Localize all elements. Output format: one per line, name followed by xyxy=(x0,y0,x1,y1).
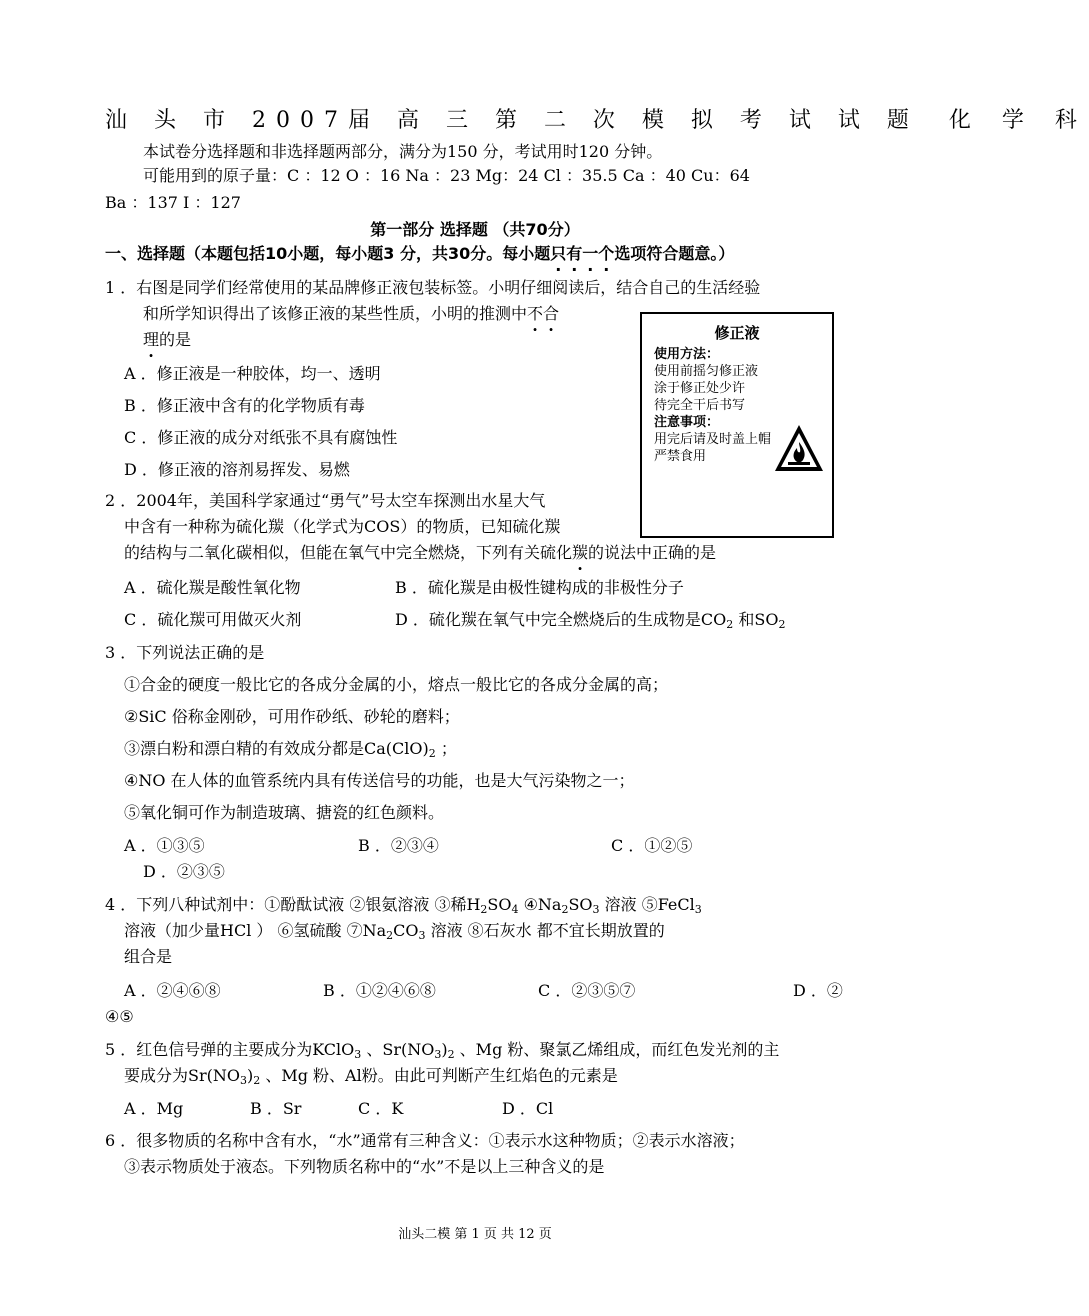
q1-option-c: C ．修正液的成分对纸张不具有腐蚀性 xyxy=(124,428,398,447)
q5-text: 、Mg 粉、聚氯乙烯组成，而红色发光剂的主 xyxy=(454,1040,780,1059)
q1-line-3-text: 的是 xyxy=(159,330,192,349)
part-one-heading: 第一部分 选择题 （共70分） xyxy=(370,220,580,239)
q3-stem: 3 ．下列说法正确的是 xyxy=(105,643,265,662)
section-text-a: 一、选择题（本题包括10小题，每小题3 分，共30分。每小题 xyxy=(105,244,551,263)
label-usage-1: 使用前摇匀修正液 xyxy=(654,364,759,379)
q6-line-2: ③表示物质处于液态。下列物质名称中的“水”不是以上三种含义的是 xyxy=(124,1157,605,1176)
q3-statement-1: ①合金的硬度一般比它的各成分金属的小，熔点一般比它的各成分金属的高； xyxy=(124,675,669,694)
q2-line-3-text: 的结构与二氧化碳相似，但能在氧气中完全燃烧，下列有关硫化 xyxy=(124,543,573,562)
subscript: 4 xyxy=(511,903,519,916)
q2-line-3 xyxy=(124,542,716,564)
label-notes-heading: 注意事项： xyxy=(654,415,720,430)
q1-line-1: 1 ．右图是同学们经常使用的某品牌修正液包装标签。小明仔细阅读后，结合自己的生活经验 xyxy=(105,278,761,297)
q5-line-2 xyxy=(124,1065,618,1087)
q2-line-2: 中含有一种称为硫化羰（化学式为COS）的物质，已知硫化羰 xyxy=(124,517,561,536)
q4-option-c: C ．②③⑤⑦ xyxy=(538,981,636,1000)
label-notes-1: 用完后请及时盖上帽 xyxy=(654,432,772,447)
q3-statement-3-text: ③漂白粉和漂白精的有效成分都是Ca(ClO) xyxy=(124,739,429,758)
q3-option-a: A ．①③⑤ xyxy=(124,836,205,855)
q4-option-d-continued: ④⑤ xyxy=(105,1007,134,1026)
subscript: 3 xyxy=(418,929,426,942)
q5-text: 、Sr(NO xyxy=(361,1040,435,1059)
q3-option-d: D ．②③⑤ xyxy=(143,862,225,881)
q4-text: 溶液 ⑧石灰水 都不宜长期放置的 xyxy=(425,921,665,940)
label-usage-2: 涂于修正处少许 xyxy=(654,381,746,396)
q5-option-d: D ．Cl xyxy=(502,1099,554,1118)
emphasis-char: 一 xyxy=(582,244,599,263)
subscript: 2 xyxy=(253,1074,261,1087)
q4-text: SO xyxy=(568,895,593,914)
q4-line-3: 组合是 xyxy=(124,947,173,966)
q5-option-a: A ．Mg xyxy=(124,1099,184,1118)
q4-line-1-text: 4 ．下列八种试剂中：①酚酞试液 ②银氨溶液 ③稀H xyxy=(105,895,481,914)
section-text-b: 选项符合题意。） xyxy=(614,244,735,263)
subscript: 2 xyxy=(726,618,734,631)
q4-option-a: A ．②④⑥⑧ xyxy=(124,981,221,1000)
subscript: 3 xyxy=(694,903,702,916)
q2-option-c: C ．硫化羰可用做灭火剂 xyxy=(124,610,302,629)
q4-text: ④Na xyxy=(518,895,562,914)
q3-statement-4: ④NO 在人体的血管系统内具有传送信号的功能，也是大气污染物之一； xyxy=(124,771,635,790)
label-title: 修正液 xyxy=(714,324,760,342)
q4-line-2 xyxy=(124,920,665,942)
atomic-mass-line-2: Ba ：137 I ：127 xyxy=(105,193,241,212)
q5-line-2-text: 要成分为Sr(NO xyxy=(124,1066,240,1085)
label-usage-3: 待完全干后书写 xyxy=(654,398,746,413)
emphasis-char: 羰 xyxy=(572,543,589,562)
q3-statement-2: ②SiC 俗称金刚砂，可用作砂纸、砂轮的磨料； xyxy=(124,707,460,726)
q2-line-1: 2 ．2004年，美国科学家通过“勇气”号太空车探测出水星大气 xyxy=(105,491,546,510)
q1-line-2 xyxy=(143,303,559,325)
emphasis-char: 个 xyxy=(598,244,615,263)
q5-option-c: C ．K xyxy=(358,1099,404,1118)
flammable-warning-icon xyxy=(772,422,826,476)
section-one-instruction xyxy=(105,243,734,265)
q4-option-d: D ．② xyxy=(793,981,843,1000)
q2-option-a: A ．硫化羰是酸性氧化物 xyxy=(124,578,301,597)
subscript: 3 xyxy=(592,903,600,916)
exam-title xyxy=(105,110,1089,132)
q1-option-b: B ．修正液中含有的化学物质有毒 xyxy=(124,396,365,415)
q2-option-d xyxy=(395,609,785,631)
correction-fluid-label xyxy=(640,312,834,538)
q2-option-d-text: D ．硫化羰在氧气中完全燃烧后的生成物是CO xyxy=(395,610,727,629)
q4-text: SO xyxy=(487,895,512,914)
subscript: 3 xyxy=(354,1048,362,1061)
emphasis-char: 有 xyxy=(566,244,583,263)
q5-option-b: B ．Sr xyxy=(250,1099,302,1118)
q4-line-2-text: 溶液（加少量HCl ） ⑥氢硫酸 ⑦Na xyxy=(124,921,387,940)
q6-line-1: 6 ．很多物质的名称中含有水，“水”通常有三种含义：①表示水这种物质；②表示水溶液； xyxy=(105,1131,745,1150)
subscript: 2 xyxy=(778,618,786,631)
q3-statement-3-end: ； xyxy=(435,739,457,758)
q5-text: ) xyxy=(246,1066,254,1085)
q1-option-d: D ．修正液的溶剂易挥发、易燃 xyxy=(124,460,350,479)
emphasis-char: 不 xyxy=(527,304,544,323)
q4-option-b: B ．①②④⑥⑧ xyxy=(323,981,436,1000)
emphasis-char: 理 xyxy=(143,330,160,349)
q4-text: CO xyxy=(393,921,419,940)
q3-statement-3 xyxy=(124,738,457,760)
subscript: 2 xyxy=(447,1048,455,1061)
label-notes-2: 严禁食用 xyxy=(654,449,707,464)
emphasis-char: 只 xyxy=(550,244,567,263)
emphasis-char: 合 xyxy=(543,304,560,323)
subject-text: 化 学 科 xyxy=(948,108,1089,133)
q1-option-a: A ．修正液是一种胶体，均一、透明 xyxy=(124,364,381,383)
q5-text: 、Mg 粉、Al粉。由此可判断产生红焰色的元素是 xyxy=(260,1066,618,1085)
q5-text: ) xyxy=(441,1040,448,1059)
atomic-mass-line-1: 可能用到的原子量：C ：12 O ：16 Na ：23 Mg：24 Cl ：35.5 Ca ：40 Cu：64 xyxy=(143,166,750,185)
page-footer: 汕头二模 第 1 页 共 12 页 xyxy=(398,1227,552,1242)
q3-option-b: B ．②③④ xyxy=(358,836,439,855)
q2-line-3-text-b: 的说法中正确的是 xyxy=(588,543,717,562)
q4-text: 溶液 ⑤FeCl xyxy=(599,895,695,914)
q4-line-1 xyxy=(105,894,702,916)
q3-statement-5: ⑤氧化铜可作为制造玻璃、搪瓷的红色颜料。 xyxy=(124,803,445,822)
intro-line: 本试卷分选择题和非选择题两部分，满分为150 分，考试用时120 分钟。 xyxy=(143,142,663,161)
subscript: 2 xyxy=(428,747,436,760)
subscript: 2 xyxy=(386,929,394,942)
q5-line-1 xyxy=(105,1039,779,1061)
subscript: 3 xyxy=(239,1074,247,1087)
subscript: 2 xyxy=(480,903,488,916)
q1-line-2-text: 和所学知识得出了该修正液的某些性质，小明的推测中 xyxy=(143,304,528,323)
exam-title-text: 汕 头 市 2007届 高 三 第 二 次 模 拟 考 试 试 题 xyxy=(105,108,919,133)
q2-option-d-text-b: 和SO xyxy=(733,610,779,629)
q5-line-1-text: 5 ．红色信号弹的主要成分为KClO xyxy=(105,1040,355,1059)
subscript: 2 xyxy=(561,903,569,916)
label-usage-heading: 使用方法： xyxy=(654,347,720,362)
q1-line-3 xyxy=(143,329,191,351)
subscript: 3 xyxy=(434,1048,442,1061)
q3-option-c: C ．①②⑤ xyxy=(611,836,693,855)
q2-option-b: B ．硫化羰是由极性键构成的非极性分子 xyxy=(395,578,684,597)
